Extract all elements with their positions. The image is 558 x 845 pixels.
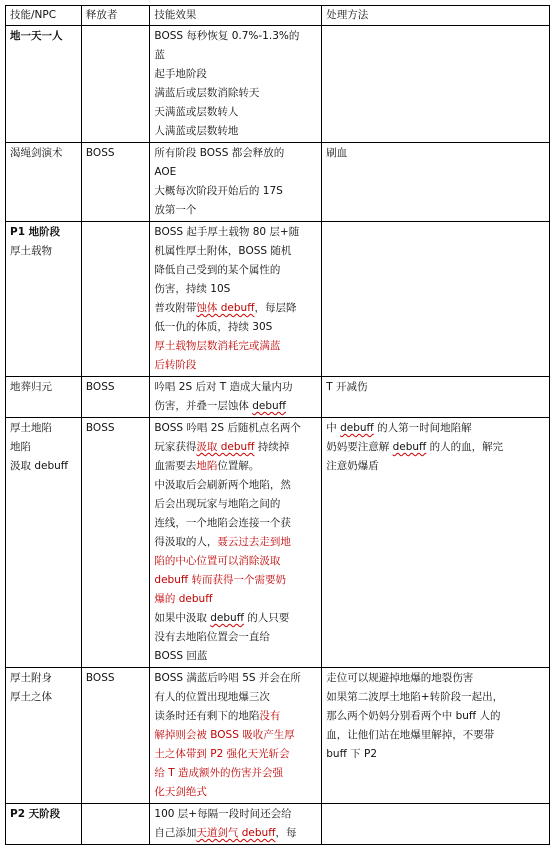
effect-line — [154, 533, 317, 552]
effect-line — [154, 745, 317, 764]
method-text: 注意奶爆盾 — [326, 460, 379, 472]
effect-line — [154, 457, 317, 476]
effect-text: 普攻附带 — [154, 302, 197, 314]
caster-cell — [81, 804, 150, 845]
effect-text: 天满蓝或层数转人 — [154, 106, 239, 118]
skill-name: 地一天一人 — [10, 30, 63, 42]
effect-text: 伤害，并叠一层蚀体 — [154, 400, 253, 412]
effect-text: 爆的 debuff — [154, 593, 213, 605]
caster-cell — [81, 26, 150, 143]
effect-line — [154, 514, 317, 533]
effect-line — [154, 571, 317, 590]
effect-cell — [150, 668, 322, 804]
effect-cell — [150, 143, 322, 222]
method-line — [326, 438, 545, 457]
skill-name: P1 地阶段 — [10, 226, 61, 238]
effect-text: 自己添加 — [154, 827, 197, 839]
effect-line — [154, 669, 317, 688]
skill-name: 厚土地陷 — [10, 422, 52, 434]
effect-text: BOSS 回蓝 — [154, 650, 208, 662]
method-text: 的人第一时间地陷解 — [373, 422, 472, 434]
effect-text: ，每 — [275, 827, 297, 839]
effect-line — [154, 419, 317, 438]
effect-line — [154, 337, 317, 356]
skill-cell — [6, 668, 82, 804]
effect-line — [154, 46, 317, 65]
effect-text: 汲取 debuff — [196, 441, 255, 453]
method-text: debuff — [340, 422, 374, 434]
header-method: 处理方法 — [322, 6, 550, 26]
effect-text: BOSS 满蓝后吟唱 5S 并会在所 — [154, 672, 301, 684]
method-text: 血，让他们站在地爆里解掉，不要带 — [326, 729, 495, 741]
method-line — [326, 745, 545, 764]
method-text: 奶妈要注意解 — [326, 441, 393, 453]
method-line — [326, 707, 545, 726]
effect-text: 位置解。 — [217, 460, 260, 472]
table-row — [6, 26, 550, 143]
method-cell — [322, 26, 550, 143]
effect-text: 人满蓝或层数转地 — [154, 125, 239, 137]
effect-text: 起手地阶段 — [154, 68, 207, 80]
effect-text: 蓝 — [154, 49, 165, 61]
effect-line — [154, 280, 317, 299]
method-line — [326, 419, 545, 438]
method-line — [326, 457, 545, 476]
method-line — [326, 144, 545, 163]
skill-cell — [6, 222, 82, 377]
effect-line — [154, 590, 317, 609]
skill-name: 厚土载物 — [10, 245, 52, 257]
effect-text: ，每层降 — [254, 302, 297, 314]
effect-line — [154, 707, 317, 726]
effect-text: 没有去地陷位置会一直给 — [154, 631, 270, 643]
effect-line — [154, 378, 317, 397]
table-row — [6, 804, 550, 845]
skill-name: 厚土之体 — [10, 691, 52, 703]
effect-text: 所有阶段 BOSS 都会释放的 — [154, 147, 285, 159]
method-line — [326, 726, 545, 745]
effect-text: 化天剑绝式 — [154, 786, 207, 798]
effect-line — [154, 805, 317, 824]
effect-text: 血需要去 — [154, 460, 197, 472]
skill-table — [5, 5, 550, 845]
effect-line — [154, 628, 317, 647]
effect-text: 连线，一个地陷会连接一个获 — [154, 517, 291, 529]
effect-text: 中汲取后会刷新两个地陷，然 — [154, 479, 291, 491]
effect-line — [154, 397, 317, 416]
effect-text: 天道剑气 debuff — [196, 827, 276, 839]
method-text: 的人的血，解完 — [426, 441, 504, 453]
effect-text: debuff 转而获得一个需要奶 — [154, 574, 286, 586]
effect-line — [154, 609, 317, 628]
skill-cell — [6, 418, 82, 668]
table-row — [6, 377, 550, 418]
header-effect: 技能效果 — [150, 6, 322, 26]
skill-cell — [6, 377, 82, 418]
effect-line — [154, 261, 317, 280]
skill-cell — [6, 26, 82, 143]
skill-name: 地葬归元 — [10, 381, 52, 393]
caster-cell — [81, 222, 150, 377]
method-cell — [322, 804, 550, 845]
method-text: debuff — [392, 441, 427, 453]
effect-text: 如果中汲取 — [154, 612, 211, 624]
effect-line — [154, 163, 317, 182]
effect-line — [154, 242, 317, 261]
effect-line — [154, 647, 317, 666]
effect-text: 吟唱 2S 后对 T 造成大量内功 — [154, 381, 293, 393]
skill-name: P2 天阶段 — [10, 808, 61, 820]
effect-text: BOSS 吟唱 2S 后随机点名两个 — [154, 422, 301, 434]
effect-text: 持续掉 — [254, 441, 290, 453]
effect-text: 地陷 — [196, 460, 218, 472]
method-text: 中 — [326, 422, 341, 434]
effect-text: 蚀体 debuff — [196, 302, 255, 314]
effect-line — [154, 201, 317, 220]
caster-cell: BOSS — [81, 418, 150, 668]
skill-cell — [6, 804, 82, 845]
table-row — [6, 418, 550, 668]
effect-line — [154, 144, 317, 163]
header-row — [6, 6, 550, 26]
effect-line — [154, 688, 317, 707]
effect-line — [154, 495, 317, 514]
effect-line — [154, 182, 317, 201]
effect-text: 陷的中心位置可以消除汲取 — [154, 555, 281, 567]
effect-line — [154, 438, 317, 457]
effect-cell — [150, 804, 322, 845]
effect-text: 土之体带到 P2 强化天光斩会 — [154, 748, 290, 760]
effect-text: 伤害，持续 10S — [154, 283, 231, 295]
effect-line — [154, 122, 317, 141]
effect-line — [154, 726, 317, 745]
effect-line — [154, 65, 317, 84]
caster-cell: BOSS — [81, 143, 150, 222]
method-text: T 开减伤 — [326, 381, 368, 393]
effect-text: 厚土载物层数消耗完或满蓝 — [154, 340, 281, 352]
method-cell — [322, 222, 550, 377]
effect-text: 聂云过去走到地 — [217, 536, 291, 548]
method-line — [326, 669, 545, 688]
header-caster: 释放者 — [81, 6, 150, 26]
header-skill: 技能/NPC — [6, 6, 82, 26]
effect-text: 100 层+每隔一段时间还会给 — [154, 808, 292, 820]
effect-text: 有人的位置出现地爆三次 — [154, 691, 270, 703]
effect-line — [154, 299, 317, 318]
caster-cell: BOSS — [81, 668, 150, 804]
effect-text: 低一仇的体质，持续 30S — [154, 321, 273, 333]
table-row — [6, 222, 550, 377]
method-text: 如果第二波厚土地陷+转阶段一起出， — [326, 691, 504, 703]
effect-text: 后会出现玩家与地陷之间的 — [154, 498, 281, 510]
method-cell — [322, 418, 550, 668]
effect-text: 得汲取的人， — [154, 536, 218, 548]
effect-text: 解掉则会被 BOSS 吸收产生厚 — [154, 729, 295, 741]
effect-text: debuff — [252, 400, 286, 412]
effect-text: debuff — [210, 612, 244, 624]
skill-name: 汲取 debuff — [10, 460, 69, 472]
effect-text: 读条时还有剩下的地陷 — [154, 710, 260, 722]
effect-line — [154, 103, 317, 122]
effect-text: BOSS 每秒恢复 0.7%-1.3%的 — [154, 30, 300, 42]
effect-text: 大概每次阶段开始后的 17S — [154, 185, 283, 197]
effect-line — [154, 476, 317, 495]
method-text: 刷血 — [326, 147, 348, 159]
method-text: 走位可以规避掉地爆的地裂伤害 — [326, 672, 474, 684]
effect-cell — [150, 377, 322, 418]
effect-text: 放第一个 — [154, 204, 197, 216]
method-cell — [322, 143, 550, 222]
effect-text: 给 T 造成额外的伤害并会强 — [154, 767, 284, 779]
effect-line — [154, 84, 317, 103]
skill-name: 厚土附身 — [10, 672, 52, 684]
method-line — [326, 688, 545, 707]
effect-line — [154, 824, 317, 843]
effect-line — [154, 27, 317, 46]
effect-line — [154, 552, 317, 571]
effect-text: 玩家获得 — [154, 441, 197, 453]
effect-text: AOE — [154, 166, 177, 178]
effect-line — [154, 783, 317, 802]
effect-line — [154, 318, 317, 337]
effect-line — [154, 356, 317, 375]
effect-text: 机属性厚土附体，BOSS 随机 — [154, 245, 292, 257]
effect-cell — [150, 222, 322, 377]
effect-cell — [150, 26, 322, 143]
effect-cell — [150, 418, 322, 668]
table-row — [6, 143, 550, 222]
effect-text: BOSS 起手厚土载物 80 层+随 — [154, 226, 300, 238]
effect-text: 的人只要 — [243, 612, 290, 624]
effect-text: 没有 — [259, 710, 281, 722]
method-line — [326, 378, 545, 397]
effect-text: 降低自己受到的某个属性的 — [154, 264, 281, 276]
effect-line — [154, 223, 317, 242]
method-cell — [322, 668, 550, 804]
effect-line — [154, 764, 317, 783]
skill-name: 地陷 — [10, 441, 31, 453]
skill-name: 渴绳剑演术 — [10, 147, 63, 159]
method-text: buff 下 P2 — [326, 748, 378, 760]
method-text: 那么两个奶妈分别看两个中 buff 人的 — [326, 710, 501, 722]
effect-text: 满蓝后或层数消除转天 — [154, 87, 260, 99]
method-cell — [322, 377, 550, 418]
skill-cell — [6, 143, 82, 222]
caster-cell: BOSS — [81, 377, 150, 418]
table-row — [6, 668, 550, 804]
effect-text: 后转阶段 — [154, 359, 197, 371]
